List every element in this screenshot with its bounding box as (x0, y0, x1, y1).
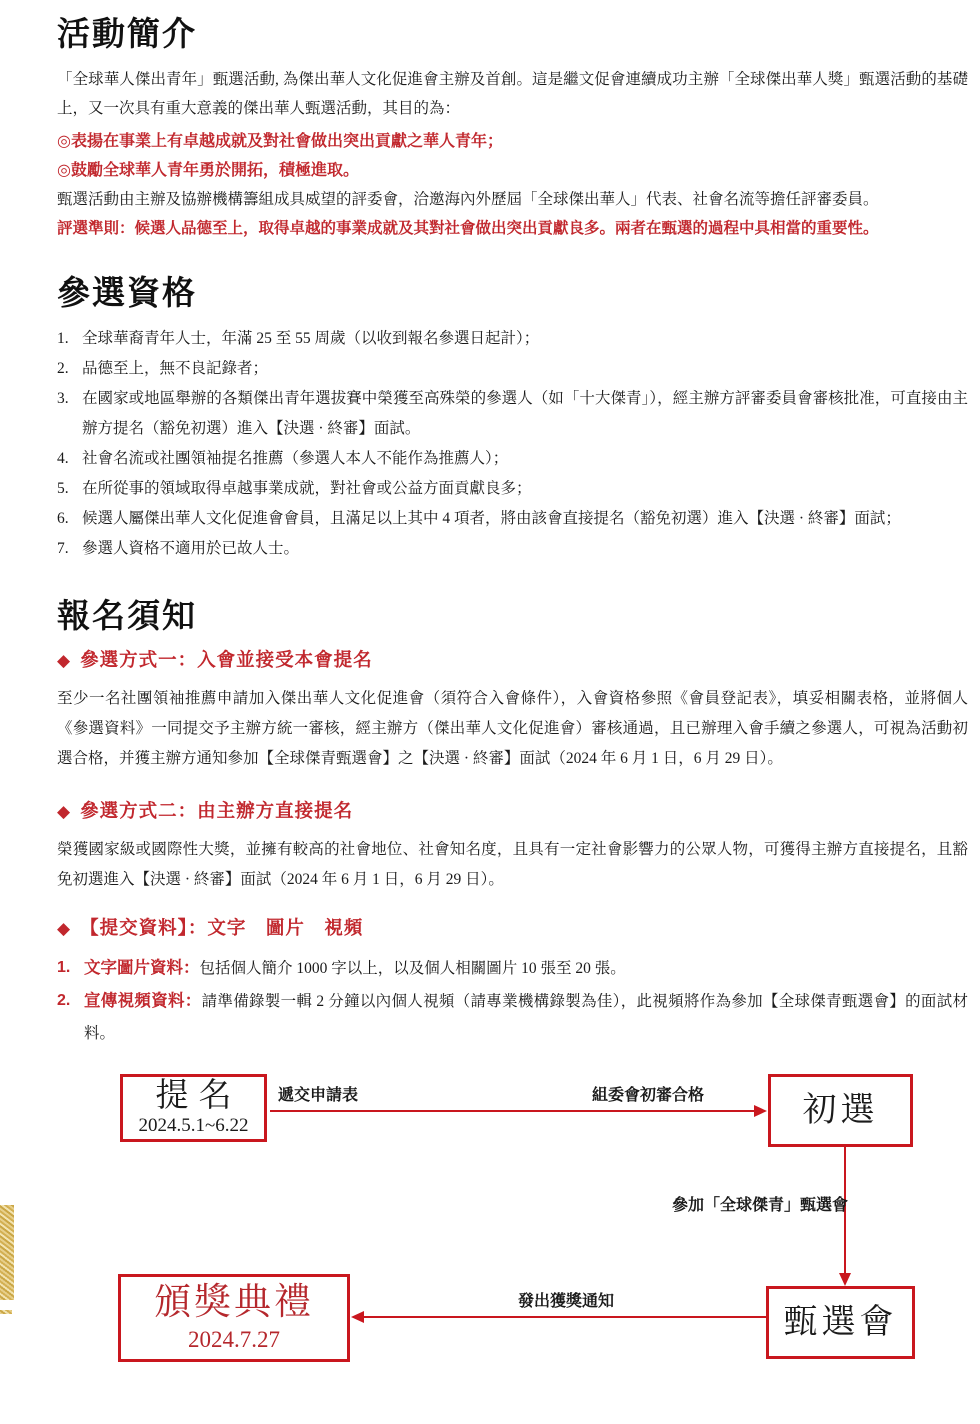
flow-box-nomination (120, 1074, 267, 1142)
intro-criteria-text: 評選準則：候選人品德至上，取得卓越的事業成就及其對社會做出突出貢獻良多。兩者在甄選的過程中具相當的重要性。 (57, 220, 879, 237)
materials-item-text: 包括個人簡介 1000 字以上，以及個人相關圖片 10 張至 20 張。 (199, 960, 626, 977)
flow-arrow-line (363, 1316, 766, 1318)
section-title-event-intro: 活動簡介 (57, 15, 197, 52)
item-number: 5. (57, 480, 69, 497)
item-number: 2. (57, 360, 69, 377)
item-text: 社會名流或社團領袖提名推薦（參選人本人不能作為推薦人）； (82, 450, 509, 467)
diamond-icon: ◆ (57, 651, 72, 670)
qualification-item (57, 444, 968, 474)
intro-bullet-1: ◎表揚在事業上有卓越成就及對社會做出突出貢獻之華人青年； (57, 133, 503, 150)
qualification-item (57, 354, 968, 384)
method2-heading (57, 798, 968, 825)
materials-heading-text: 【提交資料】：文字 圖片 視頻 (80, 917, 364, 938)
intro-committee-text: 甄選活動由主辦及協辦機構籌組成具威望的評委會，洽邀海內外歷屆「全球傑出華人」代表、社會名流等擔任評審委員。 (57, 191, 879, 208)
diamond-icon: ◆ (57, 802, 72, 821)
method2-heading-text: 參選方式二：由主辦方直接提名 (80, 800, 354, 821)
materials-item-label: 文字圖片資料： (84, 959, 200, 977)
section-title-registration: 報名須知 (57, 597, 197, 634)
item-number: 1. (57, 959, 71, 976)
method2-body: 榮獲國家級或國際性大獎，並擁有較高的社會地位、社會知名度，且具有一定社會影響力的公眾人物，可獲得主辦方直接提名，且豁免初選進入【決選 · 終審】面試（2024 年 6 月 1 日，6 月 29 日）。 (57, 841, 968, 888)
arrow-down-icon (839, 1273, 851, 1286)
flow-label-submit-form: 遞交申請表 (278, 1087, 359, 1104)
flow-arrow-line (270, 1110, 756, 1112)
qualification-item (57, 474, 968, 504)
flow-box-title: 提名 (155, 1078, 242, 1115)
process-flowchart (0, 1064, 980, 1424)
method1-heading (57, 647, 968, 674)
materials-heading (57, 915, 968, 942)
item-text: 參選人資格不適用於已故人士。 (82, 540, 300, 557)
flow-box-selection (766, 1286, 915, 1359)
flow-box-date: 2024.7.27 (188, 1326, 280, 1352)
arrow-left-icon (351, 1311, 364, 1323)
flow-box-title: 初選 (802, 1091, 879, 1129)
qualification-item (57, 504, 968, 534)
materials-item-text: 請準備錄製一輯 2 分鐘以內個人視頻（請專業機構錄製為佳），此視頻將作為參加【全球傑青甄選會】的面試材料。 (84, 993, 968, 1042)
item-number: 7. (57, 540, 69, 557)
method1-heading-text: 參選方式一：入會並接受本會提名 (80, 649, 373, 670)
materials-item (57, 985, 968, 1050)
arrow-right-icon (754, 1105, 767, 1117)
flow-box-title: 甄選會 (783, 1303, 898, 1341)
flow-box-ceremony (118, 1274, 350, 1362)
item-text: 在國家或地區舉辦的各類傑出青年選拔賽中榮獲至高殊榮的參選人（如「十大傑青」），經主辦方評審委員會審核批准，可直接由主辦方提名（豁免初選）進入【決選 · 終審】面試。 (82, 390, 968, 437)
item-number: 4. (57, 450, 69, 467)
item-text: 全球華裔青年人士，年滿 25 至 55 周歲（以收到報名參選日起計）； (82, 330, 540, 347)
item-number: 6. (57, 510, 69, 527)
materials-item (57, 952, 968, 985)
section-title-qualification: 參選資格 (57, 274, 197, 311)
qualification-list (57, 324, 968, 564)
flow-box-preliminary (768, 1074, 913, 1147)
item-text: 候選人屬傑出華人文化促進會會員，且滿足以上其中 4 項者，將由該會直接提名（豁免初選）進入【決選 · 終審】面試； (82, 510, 901, 527)
qualification-item (57, 534, 968, 564)
flow-label-award-notice: 發出獲獎通知 (518, 1293, 615, 1310)
intro-bullet-2: ◎鼓勵全球華人青年勇於開拓，積極進取。 (57, 162, 359, 179)
diamond-icon: ◆ (57, 919, 72, 938)
item-number: 1. (57, 330, 69, 347)
item-text: 在所從事的領域取得卓越事業成就，對社會或公益方面貢獻良多； (82, 480, 532, 497)
qualification-item (57, 384, 968, 444)
gold-decoration (0, 1205, 14, 1300)
item-text: 品德至上，無不良記錄者； (82, 360, 269, 377)
item-number: 2. (57, 992, 71, 1009)
materials-item-label: 宣傳視頻資料： (84, 992, 202, 1010)
flow-box-date: 2024.5.1~6.22 (138, 1114, 249, 1136)
flow-box-title: 頒獎典禮 (154, 1281, 314, 1323)
method1-body: 至少一名社團領袖推薦申請加入傑出華人文化促進會（須符合入會條件），入會資格參照《會員登記表》，填妥相關表格，並將個人《參選資料》一同提交予主辦方統一審核，經主辦方（傑出華人文化促進會）審核通過，且已辦理入會手續之參選人，可視為活動初選合格，并獲主辦方通知參加【全球傑青甄選會】之【決選 · 終審】面試（2024 年 6 月 1 日，6 月 29 日）。 (57, 690, 968, 767)
flow-label-committee-pass: 組委會初審合格 (592, 1087, 705, 1104)
gold-decoration (0, 1310, 12, 1314)
qualification-item (57, 324, 968, 354)
item-number: 3. (57, 390, 69, 407)
flow-label-join-selection: 參加「全球傑青」甄選會 (672, 1197, 849, 1214)
intro-paragraph: 「全球華人傑出青年」甄選活動, 為傑出華人文化促進會主辦及首創。這是繼文促會連續成功主辦「全球傑出華人獎」甄選活動的基礎上，又一次具有重大意義的傑出華人甄選活動，其目的為： (57, 71, 968, 117)
